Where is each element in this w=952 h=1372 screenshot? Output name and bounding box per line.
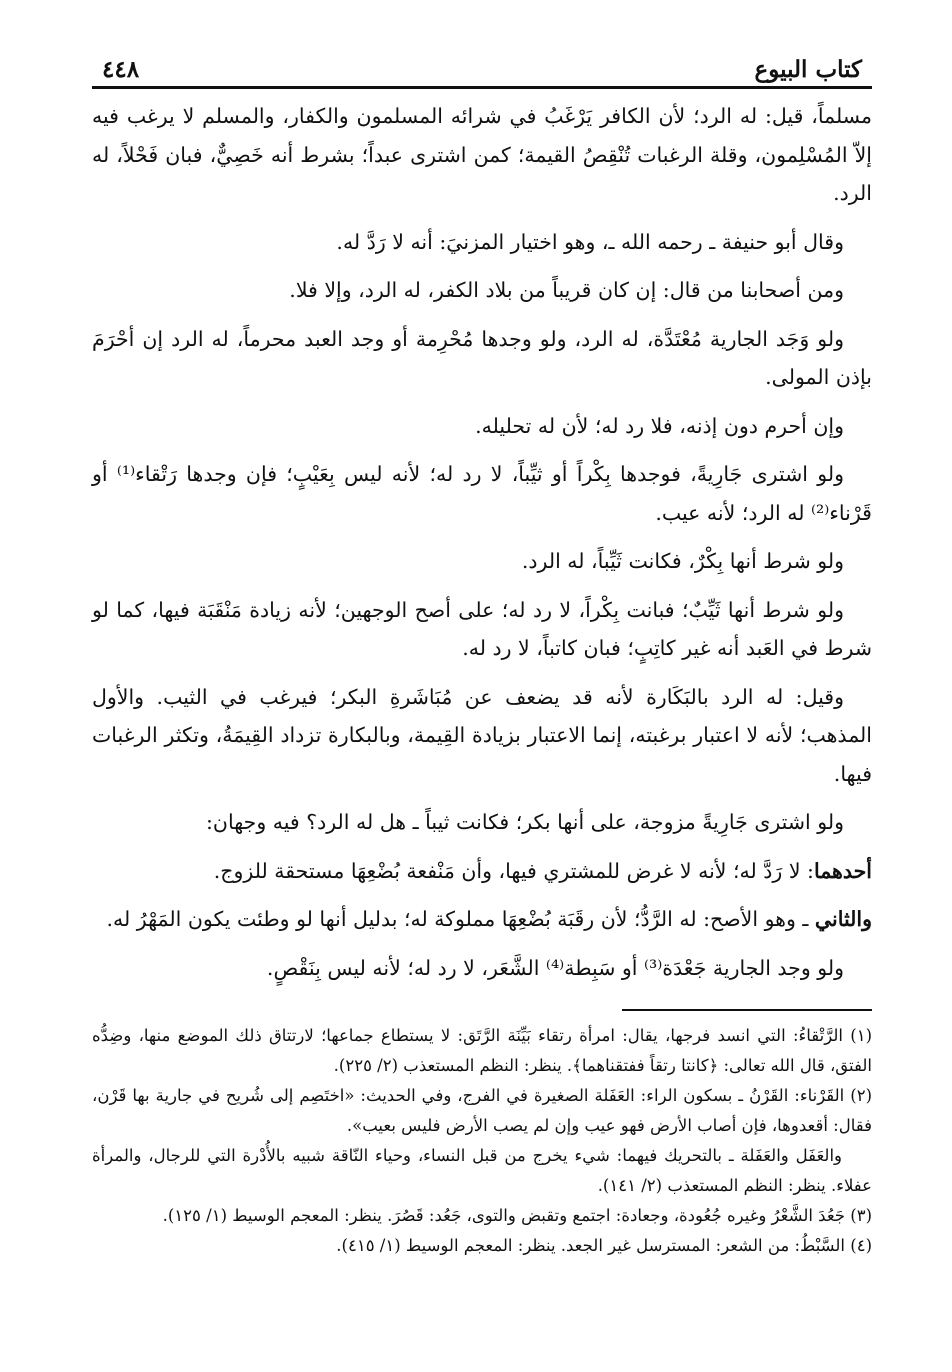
page-header [92, 52, 872, 89]
paragraph: ومن أصحابنا من قال: إن كان قريباً من بلاد الكفر، له الرد، وإلا فلا. [289, 278, 844, 302]
paragraph: ولو شرط أنها ثَيِّبٌ؛ فبانت بِكْراً، لا رد له؛ على أصح الوجهين؛ لأنه زيادة مَنْقَبَة فيها، كما لو شرط في العَبد أنه غير كاتِبٍ؛ فبان كاتباً، لا رد له. [92, 597, 872, 660]
paragraph: ولو وَجَد الجارية مُعْتَدَّة، له الرد، ولو وجدها مُحْرِمة أو وجد العبد محرماً، له الرد إن أحْرَمَ بإذن المولى. [92, 326, 872, 389]
book-title: كتاب البيوع [754, 55, 862, 83]
paragraph: وقال أبو حنيفة ـ رحمه الله ـ، وهو اختيار المزنيَ: أنه لا رَدَّ له. [336, 229, 844, 254]
footnote: (٢) القَرْناء: القَرْنُ ـ بسكون الراء: العَفَلة الصغيرة في الفرج، وفي الحديث: «اختَصِم إلى شُريح في جارية بها قَرْن، فقال: أقعدوها، فإن أصاب الأرض فهو عيب وإن لم يصب الأرض فليس بعيب». [92, 1086, 872, 1135]
footnote: (٣) جَعُدَ الشَّعْرُ وغيره جُعُودة، وجعادة: اجتمع وتقبض والتوى، جَعُد: قَصُرَ. ينظر: المعجم الوسيط (١/ ١٢٥). [162, 1206, 872, 1225]
footnotes [92, 1021, 872, 1261]
paragraph: وقيل: له الرد بالبَكَارة لأنه قد يضعف عن مُبَاشَرةِ البكر؛ فيرغب في الثيب. والأول المذهب؛ لأنه لا اعتبار برغبته، إنما الاعتبار بزيادة القِيمة، وبالبكارة تزداد القِيمَةُ، وتكثر الرغبات فيها. [92, 684, 872, 786]
lead-word: والثاني [814, 907, 872, 931]
footnote: والعَفَل والعَفَلة ـ بالتحريك فيهما: شيء يخرج من قبل النساء، وحياء النّاقة شبيه بالأُدْرة التي للرجال، والمرأة عفلاء. ينظر: النظم المستعذب (٢/ ١٤١). [92, 1146, 872, 1195]
paragraph: ولو شرط أنها بِكْرٌ، فكانت ثَيِّباً، له الرد. [521, 549, 844, 573]
paragraph: مسلماً، قيل: له الرد؛ لأن الكافر يَرْغَبُ في شرائه المسلمون والكفار، والمسلم لا يرغب فيه إلاّ المُسْلِمون، وقلة الرغبات تُنْقِصُ القيمة؛ كمن اشترى عبداً؛ بشرط أنه خَصِيٌّ، فبان فَحْلاً، له الرد. [92, 104, 872, 205]
paragraph: والثاني ـ وهو الأصح: له الرَّدُّ؛ لأن رقَبَة بُضْعِهَا مملوكة له؛ بدليل أنها لو وطئت يكون المَهْرُ له. [106, 907, 872, 931]
paragraph: ولو وجد الجارية جَعْدَة⁽³⁾ أو سَبِطة⁽⁴⁾ الشَّعَر، لا رد له؛ لأنه ليس بِنَقْصٍ. [266, 955, 844, 980]
page-number: ٤٤٨ [102, 55, 140, 83]
paragraph: وإن أحرم دون إذنه، فلا رد له؛ لأن له تحليله. [475, 413, 844, 438]
footnote: (٤) السَّبْطُ: من الشعر: المسترسل غير الجعد. ينظر: المعجم الوسيط (١/ ٤١٥). [336, 1236, 872, 1255]
paragraph: ولو اشترى جَارِيةً، فوجدها بِكْراً أو ثيِّباً، لا رد له؛ لأنه ليس بِعَيْبٍ؛ فإن وجدها رَتْقاء⁽¹⁾ أو قَرْناء⁽²⁾ له الرد؛ لأنه عيب. [92, 462, 872, 525]
lead-word: أحدهما [813, 858, 872, 883]
footnote-separator [622, 1009, 872, 1011]
paragraph: أحدهما: لا رَدَّ له؛ لأنه لا غرض للمشتري فيها، وأن مَنْفعة بُضْعِهَا مستحقة للزوج. [213, 858, 872, 883]
paragraph: ولو اشترى جَارِيةً مزوجة، على أنها بكر؛ فكانت ثيباً ـ هل له الرد؟ فيه وجهان: [206, 810, 844, 834]
book-page [92, 52, 872, 1261]
footnote: (١) الرَّتْقاءُ: التي انسد فرجها، يقال: امرأة رتقاء بَيِّنَة الرَّتَق: لا يستطاع جماعها؛ لارتتاق ذلك الموضع منها، وضِدُّه الفتق، قال الله تعالى: ﴿كانتا رتقاً ففتقناهما﴾. ينظر: النظم المستعذب (٢/ ٢٢٥). [92, 1026, 872, 1075]
main-text [92, 97, 872, 987]
